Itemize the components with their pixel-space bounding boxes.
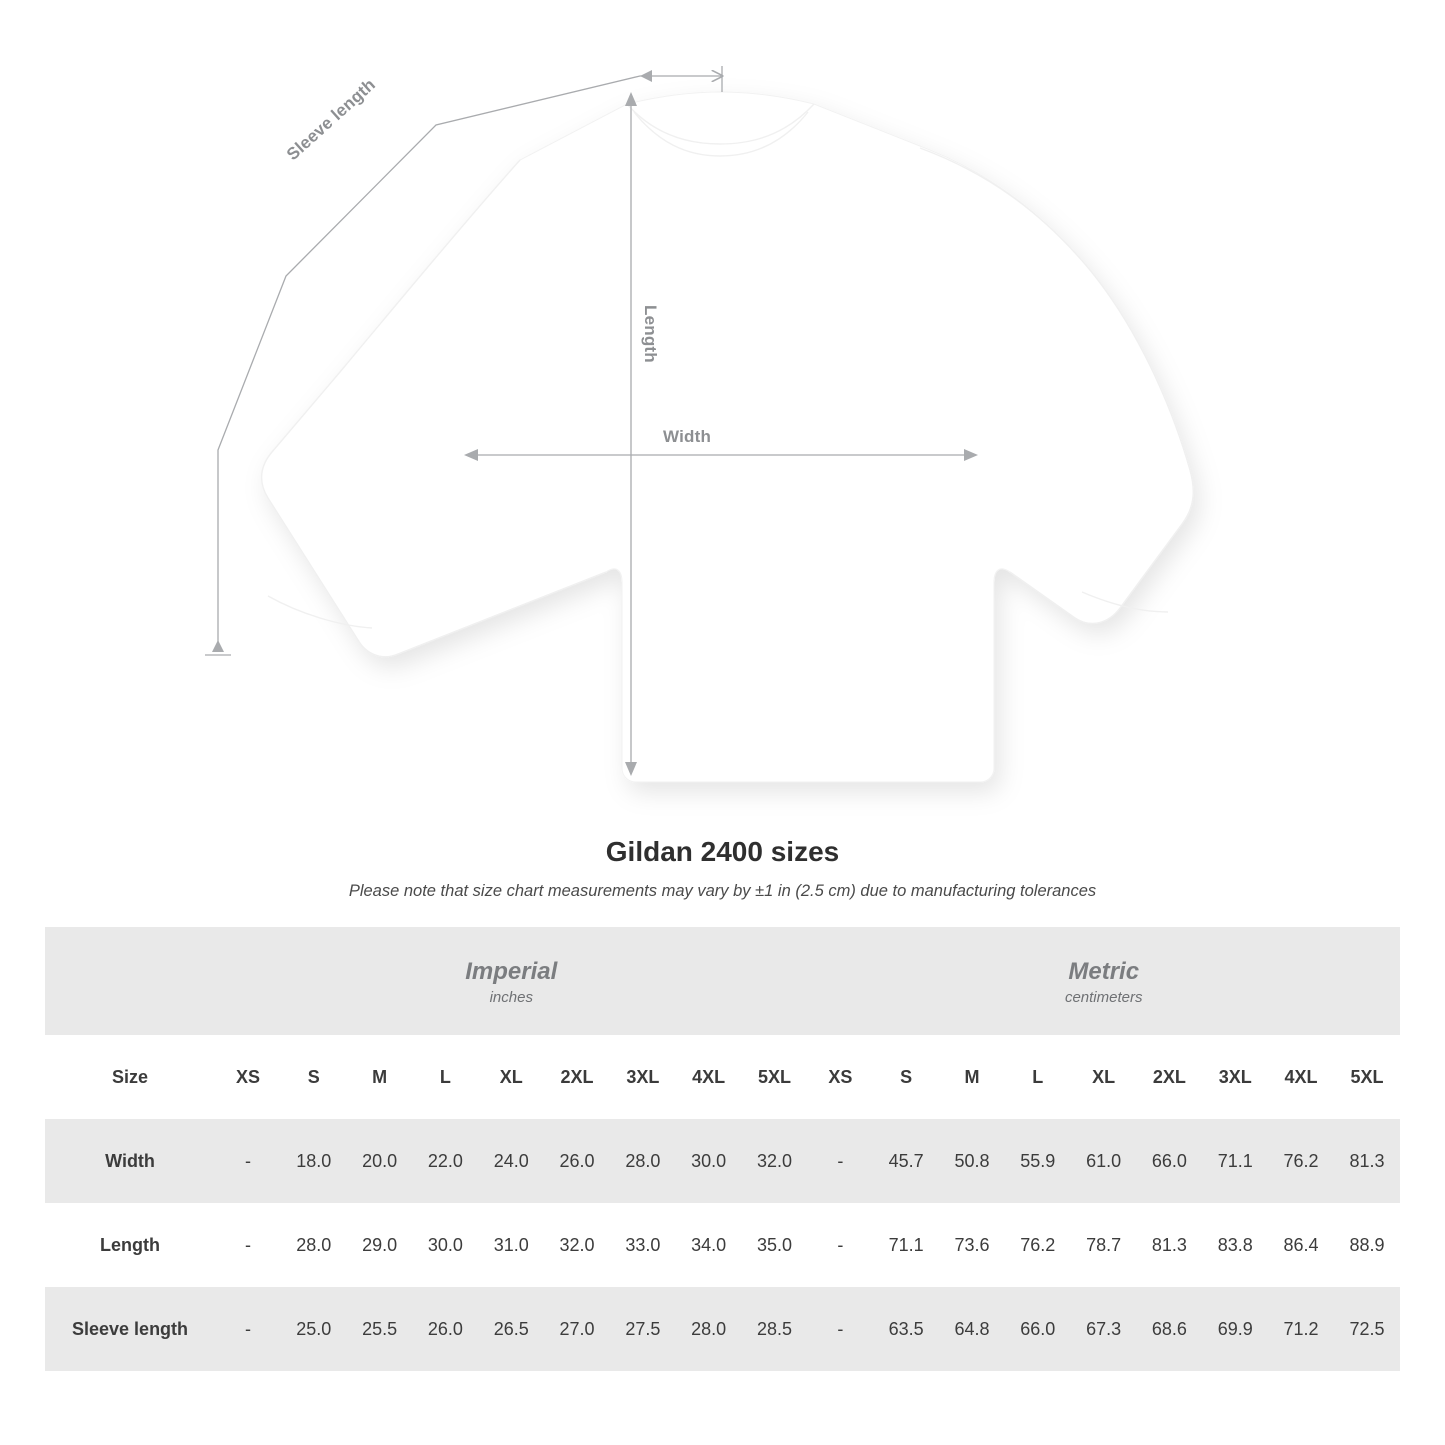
size-header-cell: 4XL bbox=[676, 1035, 742, 1119]
cell-metric: 55.9 bbox=[1005, 1119, 1071, 1203]
size-header-cell: 3XL bbox=[1202, 1035, 1268, 1119]
unit-group-sub: inches bbox=[489, 988, 533, 1006]
cell-imperial: 30.0 bbox=[676, 1119, 742, 1203]
cell-metric: 88.9 bbox=[1334, 1203, 1400, 1287]
cell-metric: 71.1 bbox=[873, 1203, 939, 1287]
cell-metric: 61.0 bbox=[1071, 1119, 1137, 1203]
cell-metric: 63.5 bbox=[873, 1287, 939, 1371]
row-label: Length bbox=[45, 1203, 215, 1287]
cell-metric: 45.7 bbox=[873, 1119, 939, 1203]
cell-imperial: - bbox=[215, 1119, 281, 1203]
cell-metric: 72.5 bbox=[1334, 1287, 1400, 1371]
title-block bbox=[0, 836, 1445, 901]
unit-header-row bbox=[45, 927, 1400, 1035]
table-row bbox=[45, 1119, 1400, 1203]
cell-metric: 81.3 bbox=[1334, 1119, 1400, 1203]
size-header-cell: M bbox=[347, 1035, 413, 1119]
cell-imperial: 20.0 bbox=[347, 1119, 413, 1203]
size-header-cell: XS bbox=[215, 1035, 281, 1119]
cell-imperial: 22.0 bbox=[413, 1119, 479, 1203]
cell-metric: 73.6 bbox=[939, 1203, 1005, 1287]
size-header-cell: 2XL bbox=[544, 1035, 610, 1119]
unit-group-name: Metric bbox=[1068, 957, 1140, 985]
cell-metric: 76.2 bbox=[1005, 1203, 1071, 1287]
size-chart-table-wrap bbox=[0, 927, 1445, 1371]
cell-metric: 66.0 bbox=[1005, 1287, 1071, 1371]
cell-imperial: 32.0 bbox=[544, 1203, 610, 1287]
row-label: Width bbox=[45, 1119, 215, 1203]
size-header-cell: S bbox=[873, 1035, 939, 1119]
size-header-cell: 4XL bbox=[1268, 1035, 1334, 1119]
size-header-row bbox=[45, 1035, 1400, 1119]
size-header-label: Size bbox=[45, 1035, 215, 1119]
cell-metric: 64.8 bbox=[939, 1287, 1005, 1371]
length-label: Length bbox=[641, 305, 660, 363]
size-header-cell: XL bbox=[1071, 1035, 1137, 1119]
cell-imperial: 25.0 bbox=[281, 1287, 347, 1371]
unit-group-sub: centimeters bbox=[1064, 988, 1143, 1006]
cell-imperial: 30.0 bbox=[413, 1203, 479, 1287]
unit-group-imperial bbox=[215, 927, 807, 1035]
cell-imperial: 26.0 bbox=[544, 1119, 610, 1203]
cell-metric: - bbox=[807, 1119, 873, 1203]
cell-metric: 86.4 bbox=[1268, 1203, 1334, 1287]
shirt-shape bbox=[262, 92, 1194, 782]
cell-metric: 67.3 bbox=[1071, 1287, 1137, 1371]
cell-imperial: 28.5 bbox=[742, 1287, 808, 1371]
cell-metric: 68.6 bbox=[1137, 1287, 1203, 1371]
cell-metric: 78.7 bbox=[1071, 1203, 1137, 1287]
cell-imperial: 33.0 bbox=[610, 1203, 676, 1287]
size-header-cell: 2XL bbox=[1137, 1035, 1203, 1119]
row-label: Sleeve length bbox=[45, 1287, 215, 1371]
cell-metric: 66.0 bbox=[1137, 1119, 1203, 1203]
cell-imperial: 34.0 bbox=[676, 1203, 742, 1287]
tolerance-note: Please note that size chart measurements may vary by ±1 in (2.5 cm) due to manufacturing tolerances bbox=[348, 882, 1097, 900]
unit-group-name: Imperial bbox=[465, 957, 558, 985]
cell-imperial: 25.5 bbox=[347, 1287, 413, 1371]
size-header-cell: L bbox=[1005, 1035, 1071, 1119]
size-header-cell: 3XL bbox=[610, 1035, 676, 1119]
cell-metric: 71.2 bbox=[1268, 1287, 1334, 1371]
size-header-cell: XS bbox=[807, 1035, 873, 1119]
cell-imperial: 27.5 bbox=[610, 1287, 676, 1371]
cell-imperial: 28.0 bbox=[281, 1203, 347, 1287]
cell-metric: 76.2 bbox=[1268, 1119, 1334, 1203]
cell-metric: 83.8 bbox=[1202, 1203, 1268, 1287]
sleeve-length-label: Sleeve length bbox=[283, 74, 380, 165]
cell-metric: 71.1 bbox=[1202, 1119, 1268, 1203]
size-header-cell: 5XL bbox=[742, 1035, 808, 1119]
cell-metric: - bbox=[807, 1287, 873, 1371]
table-row bbox=[45, 1203, 1400, 1287]
width-label: Width bbox=[663, 427, 712, 446]
table-row bbox=[45, 1287, 1400, 1371]
size-header-cell: 5XL bbox=[1334, 1035, 1400, 1119]
cell-imperial: 18.0 bbox=[281, 1119, 347, 1203]
unit-header-spacer bbox=[45, 927, 215, 1035]
cell-imperial: 35.0 bbox=[742, 1203, 808, 1287]
size-header-cell: XL bbox=[478, 1035, 544, 1119]
page-title: Gildan 2400 sizes bbox=[605, 836, 840, 867]
cell-imperial: 27.0 bbox=[544, 1287, 610, 1371]
cell-imperial: 29.0 bbox=[347, 1203, 413, 1287]
cell-imperial: 28.0 bbox=[610, 1119, 676, 1203]
cell-imperial: 31.0 bbox=[478, 1203, 544, 1287]
cell-imperial: 26.0 bbox=[413, 1287, 479, 1371]
cell-metric: 81.3 bbox=[1137, 1203, 1203, 1287]
cell-imperial: 32.0 bbox=[742, 1119, 808, 1203]
size-chart-table bbox=[45, 927, 1400, 1371]
cell-imperial: 24.0 bbox=[478, 1119, 544, 1203]
cell-imperial: - bbox=[215, 1287, 281, 1371]
cell-imperial: 26.5 bbox=[478, 1287, 544, 1371]
cell-metric: 50.8 bbox=[939, 1119, 1005, 1203]
cell-imperial: - bbox=[215, 1203, 281, 1287]
cell-imperial: 28.0 bbox=[676, 1287, 742, 1371]
cell-metric: - bbox=[807, 1203, 873, 1287]
cell-metric: 69.9 bbox=[1202, 1287, 1268, 1371]
size-header-cell: L bbox=[413, 1035, 479, 1119]
size-header-cell: M bbox=[939, 1035, 1005, 1119]
unit-group-metric bbox=[807, 927, 1400, 1035]
size-header-cell: S bbox=[281, 1035, 347, 1119]
